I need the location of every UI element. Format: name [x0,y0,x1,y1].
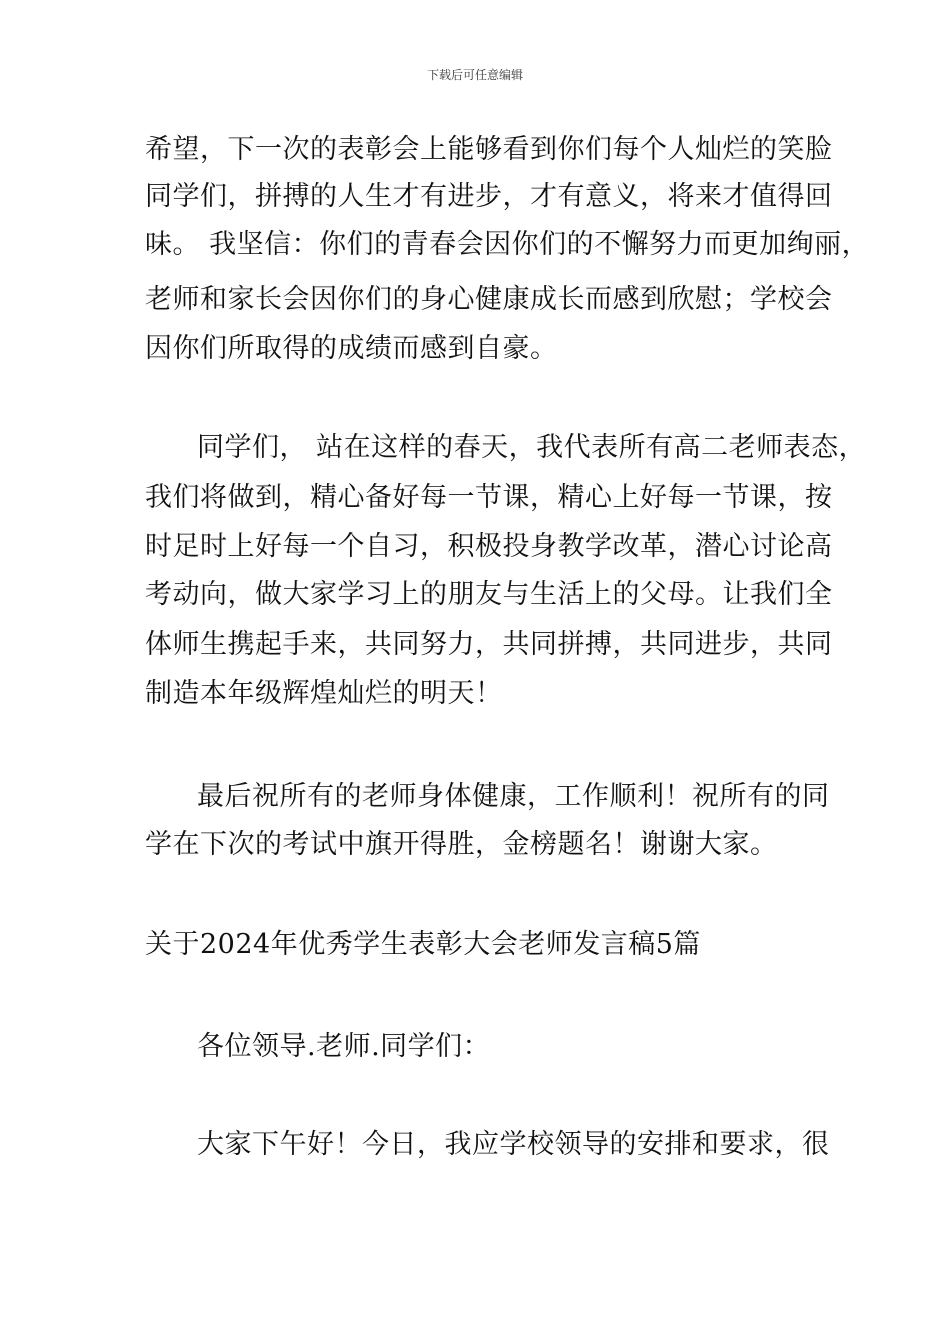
paragraph-line: 制造本年级辉煌灿烂的明天！ [145,678,503,709]
paragraph-line: 学在下次的考试中旗开得胜，金榜题名！谢谢大家。 [145,829,778,860]
paragraph-line: 因你们所取得的成绩而感到自豪。 [145,333,558,364]
paragraph-line: 同学们， 站在这样的春天，我代表所有高二老师表态， [197,432,867,463]
article-title: 关于2024年优秀学生表彰大会老师发言稿5篇 [145,929,701,960]
paragraph-line: 最后祝所有的老师身体健康，工作顺利！祝所有的同 [197,781,830,812]
paragraph-line: 体师生携起手来，共同努力，共同拼搏，共同进步，共同 [145,629,833,660]
paragraph-line: 味。 我坚信：你们的青春会因你们的不懈努力而更加绚丽， [145,229,870,260]
paragraph-line: 老师和家长会因你们的身心健康成长而感到欣慰；学校会 [145,284,833,315]
page-header: 下载后可任意编辑 [426,68,523,82]
paragraph-line: 时足时上好每一个自习，积极投身教学改革，潜心讨论高 [145,531,833,562]
paragraph-line: 希望，下一次的表彰会上能够看到你们每个人灿烂的笑脸 [145,134,833,165]
paragraph-line: 考动向，做大家学习上的朋友与生活上的父母。让我们全 [145,579,833,610]
salutation-line: 各位领导.老师.同学们： [197,1031,491,1062]
paragraph-line: 大家下午好！今日，我应学校领导的安排和要求，很 [197,1129,830,1160]
paragraph-line: 我们将做到，精心备好每一节课，精心上好每一节课，按 [145,482,833,513]
paragraph-line: 同学们，拼搏的人生才有进步，才有意义，将来才值得回 [145,181,833,212]
